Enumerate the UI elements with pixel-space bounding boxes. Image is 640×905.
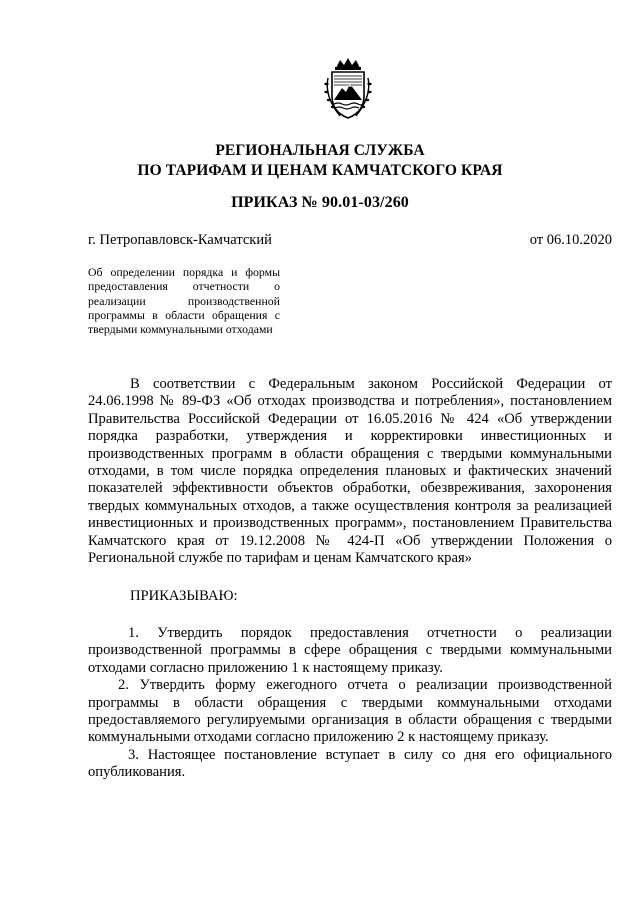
agency-name-line-2: ПО ТАРИФАМ И ЦЕНАМ КАМЧАТСКОГО КРАЯ	[137, 162, 503, 179]
order-directive: ПРИКАЗЫВАЮ:	[130, 588, 238, 605]
city-label: г. Петропавловск-Камчатский	[88, 232, 272, 248]
order-title: ПРИКАЗ № 90.01-03/260	[231, 194, 409, 211]
order-item-3: 3. Настоящее постановление вступает в силу со дня его официального опубликования.	[88, 746, 612, 781]
order-item-1: 1. Утвердить порядок предоставления отчетности о реализации производственной программы в сфере обращения с твердыми коммунальными отходами согласно приложению 1 к настоящему приказу.	[88, 624, 612, 676]
order-date: от 06.10.2020	[529, 232, 612, 248]
coat-of-arms-icon	[318, 56, 378, 120]
order-body	[88, 376, 612, 782]
order-item-2: 2. Утвердить форму ежегодного отчета о реализации производственной программы в области обращения с твердыми коммунальными отходами предоставляемого регулируемыми организация в области обращения с твердыми коммунальными отходами согласно приложению 2 к настоящему приказу.	[88, 677, 612, 746]
agency-name-line-1: РЕГИОНАЛЬНАЯ СЛУЖБА	[215, 142, 425, 159]
order-subject: Об определении порядка и формы предоставления отчетности о реализации производственной программы в области обращения с твердыми коммунальными отходами	[88, 265, 280, 337]
preamble-paragraph: В соответствии с Федеральным законом Российской Федерации от 24.06.1998 № 89-ФЗ «Об отходах производства и потребления», постановлением Правительства Российской Федерации от 16.05.2016 № 424 «Об утверждении порядка разработки, утверждения и корректировки инвестиционных и производственных программ в области обращения с твердыми коммунальными отходами, в том числе порядка определения плановых и фактических значений показателей эффективности объектов обработки, обезвреживания, захоронения твердых коммунальных отходов, а также осуществления контроля за реализацией инвестиционных и производственных программ», постановлением Правительства Камчатского края от 19.12.2008 № 424-П «Об утверждении Положения о Региональной службе по тарифам и ценам Камчатского края»	[88, 376, 612, 567]
